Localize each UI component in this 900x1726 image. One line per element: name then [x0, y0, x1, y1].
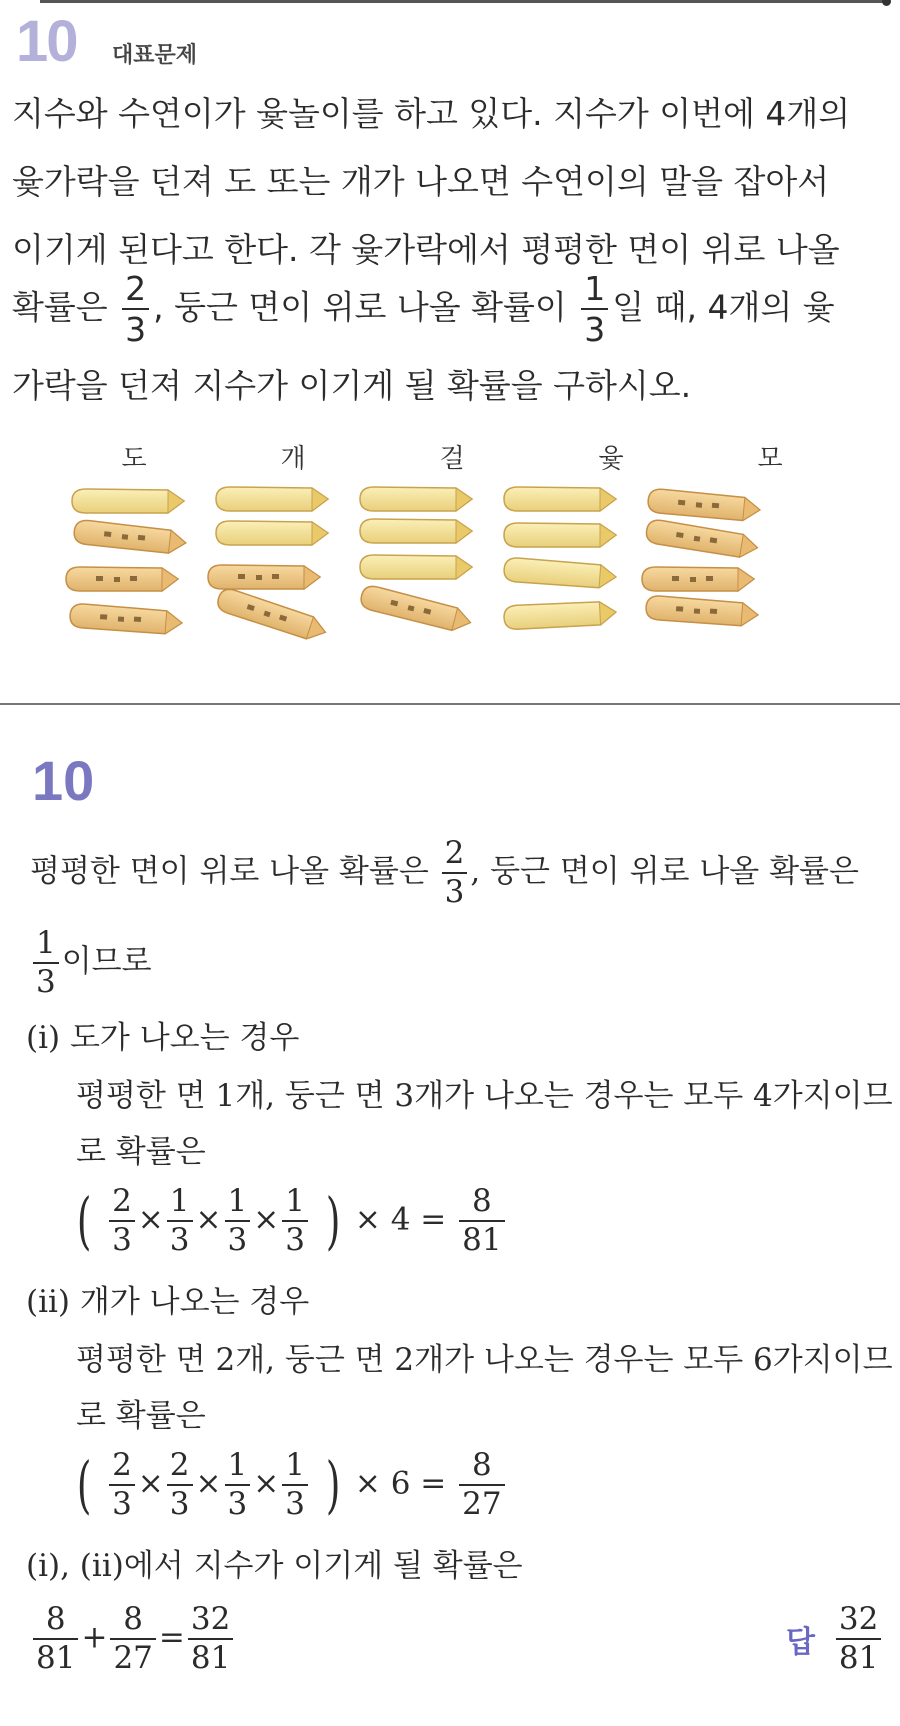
solution-intro-line-2 [30, 925, 152, 1000]
fraction-round-probability [33, 925, 59, 1000]
solution-intro-b: , 둥근 면이 위로 나올 확률은 [470, 853, 859, 890]
fraction: $\frac{8}{81}$ [33, 1604, 78, 1674]
stick-round [69, 603, 182, 635]
problem-line-2: 윷가락을 던져 도 또는 개가 나오면 수연이의 말을 잡아서 [12, 162, 830, 201]
fraction-round-probability [581, 269, 608, 349]
solution-intro-line-1 [30, 835, 859, 910]
fraction-flat-probability [122, 269, 149, 349]
stick-round [359, 584, 473, 634]
stick-round [215, 586, 329, 643]
fraction-numerator: 1 [36, 925, 56, 961]
fraction: $\frac{32}{81}$ [188, 1604, 233, 1674]
problem-number: 10 [16, 9, 77, 74]
section-divider [0, 703, 900, 705]
stick-round [66, 567, 178, 591]
yut-label-geol: 걸 [439, 444, 465, 474]
yut-label-gae: 개 [280, 444, 306, 474]
yut-sticks-illustration [60, 485, 860, 670]
case-2-desc-2: 로 확률은 [76, 1398, 206, 1434]
stick-flat [360, 487, 472, 511]
fraction: $\frac{1}{3}$ [225, 1186, 251, 1256]
stick-flat [503, 557, 616, 589]
case-1-desc-2: 로 확률은 [76, 1134, 206, 1170]
conclusion: (i), (ii)에서 지수가 이기게 될 확률은 [26, 1548, 523, 1584]
problem-line-4b: , 둥근 면이 위로 나올 확률이 [153, 287, 567, 327]
stick-flat [216, 487, 328, 511]
stick-round [647, 488, 761, 522]
fraction-numerator: 2 [444, 835, 465, 871]
fraction: $\frac{2}{3}$ [167, 1450, 193, 1520]
stick-flat [216, 521, 328, 545]
stick-round [645, 595, 758, 627]
stick-round [73, 519, 187, 555]
stick-flat [504, 523, 616, 547]
problem-line-3: 이기게 된다고 한다. 각 윷가락에서 평평한 면이 위로 나올 [12, 230, 840, 269]
top-rule-dot [882, 0, 891, 6]
fraction-denominator: 3 [122, 308, 149, 346]
case-2-equation: ( $\frac{2}{3}$ × $\frac{2}{3}$ × $\frac{1}{3}$ × $\frac{1}{3}$ ) × 6 = $\frac{8}{27}$ [72, 1450, 508, 1520]
case-2-desc-1: 평평한 면 2개, 둥근 면 2개가 나오는 경우는 모두 6가지이므 [76, 1342, 893, 1378]
case-1-equation: ( $\frac{2}{3}$ × $\frac{1}{3}$ × $\frac{1}{3}$ × $\frac{1}{3}$ ) × 4 = $\frac{8}{81}$ [72, 1186, 508, 1256]
stick-flat [360, 519, 472, 543]
fraction-flat-probability [442, 835, 468, 910]
problem-line-4a: 확률은 [12, 287, 108, 327]
problem-line-4 [12, 269, 835, 349]
case-1-result: $\frac{8}{81}$ [459, 1186, 504, 1256]
problem-line-4c: 일 때, 4개의 윷 [612, 287, 835, 327]
fraction-denominator: 3 [33, 962, 59, 998]
answer [786, 1601, 884, 1676]
case-1-desc-1: 평평한 면 1개, 둥근 면 3개가 나오는 경우는 모두 4가지이므 [76, 1078, 893, 1114]
case-2-multiplier: × 6 = [354, 1465, 447, 1502]
solution-intro-c: 이므로 [61, 943, 152, 980]
top-rule [40, 0, 890, 3]
stick-flat [360, 555, 472, 579]
stick-round [208, 565, 320, 589]
case-2-result: $\frac{8}{27}$ [459, 1450, 504, 1520]
yut-label-mo: 모 [757, 444, 783, 474]
fraction: $\frac{1}{3}$ [282, 1186, 308, 1256]
stick-flat [503, 600, 616, 630]
fraction-numerator: 1 [584, 269, 606, 308]
stick-flat [504, 487, 616, 511]
stick-flat [72, 489, 184, 513]
stick-round [645, 518, 759, 559]
fraction: $\frac{1}{3}$ [282, 1450, 308, 1520]
problem-line-1: 지수와 수연이가 윷놀이를 하고 있다. 지수가 이번에 4개의 [12, 94, 851, 133]
fraction: $\frac{8}{27}$ [110, 1604, 155, 1674]
fraction-denominator: 3 [442, 872, 468, 908]
fraction: $\frac{1}{3}$ [167, 1186, 193, 1256]
case-1-title: (i) 도가 나오는 경우 [26, 1020, 300, 1056]
fraction: $\frac{2}{3}$ [109, 1450, 135, 1520]
fraction: $\frac{2}{3}$ [109, 1186, 135, 1256]
case-2-title: (ii) 개가 나오는 경우 [26, 1284, 310, 1320]
fraction-numerator: 2 [125, 269, 147, 308]
solution-intro-a: 평평한 면이 위로 나올 확률은 [30, 853, 429, 890]
problem-line-5: 가락을 던져 지수가 이기게 될 확률을 구하시오. [12, 366, 692, 405]
case-1-multiplier: × 4 = [354, 1201, 447, 1238]
fraction-denominator: 3 [581, 308, 608, 346]
problem-tag: 대표문제 [112, 43, 198, 68]
fraction: $\frac{1}{3}$ [225, 1450, 251, 1520]
yut-label-do: 도 [121, 444, 147, 474]
final-sum: $\frac{8}{81}$ + $\frac{8}{27}$ = $\frac{32}{81}$ [30, 1604, 236, 1674]
answer-fraction: $\frac{32}{81}$ [836, 1604, 881, 1674]
solution-number: 10 [32, 749, 95, 812]
answer-label: 답 [786, 1625, 815, 1660]
stick-round [642, 567, 754, 591]
yut-label-yut: 윷 [598, 444, 624, 474]
yut-labels [0, 438, 900, 478]
